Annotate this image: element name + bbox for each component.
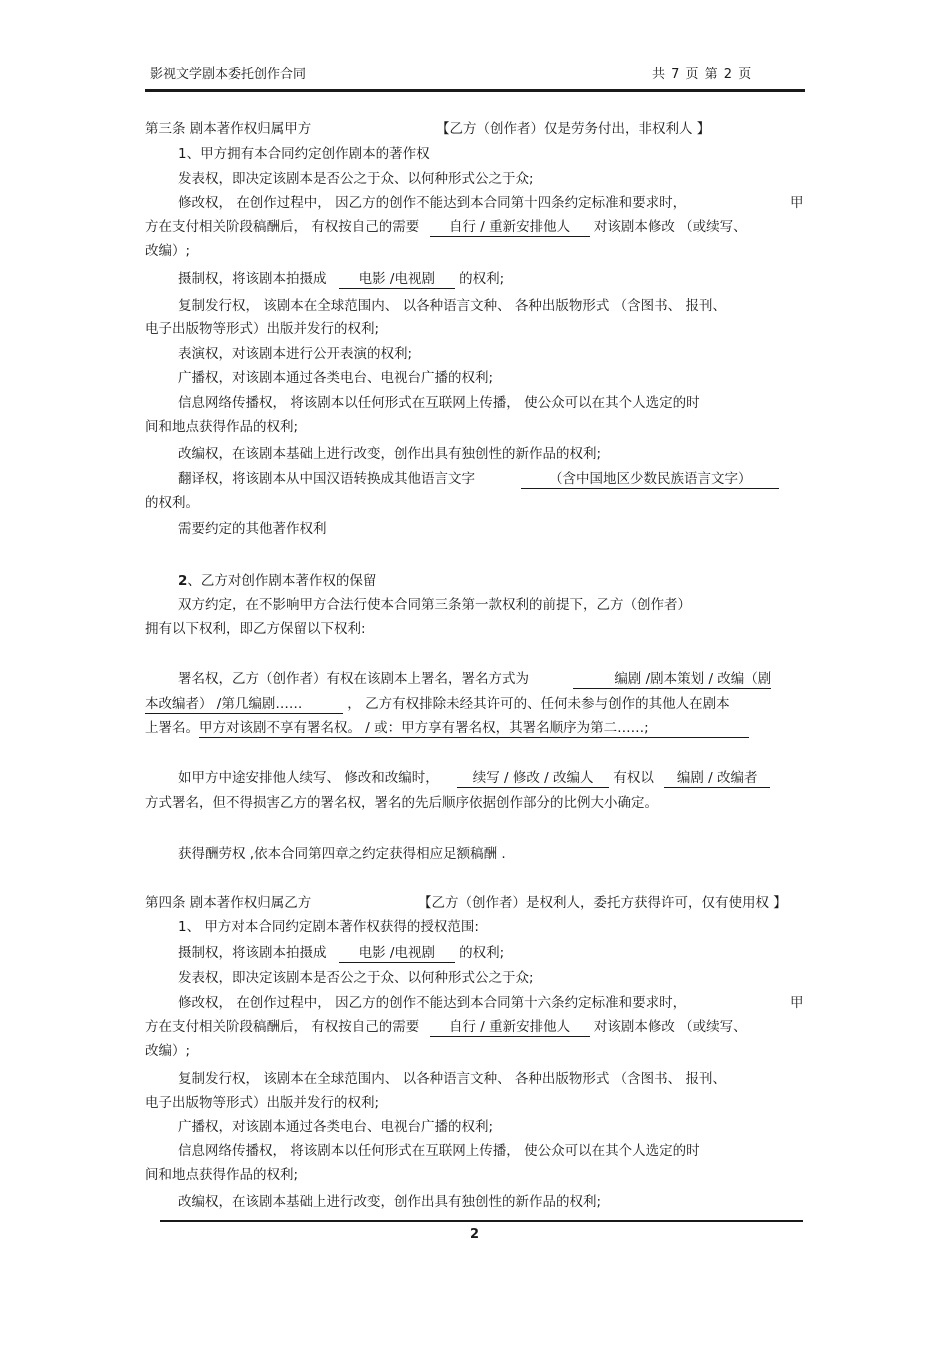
article-4-adapt-right: 改编权，在该剧本基础上进行改变，创作出具有独创性的新作品的权利;: [178, 1194, 602, 1210]
other-rights: 需要约定的其他著作权利: [178, 521, 327, 537]
section-2-para-line-2: 拥有以下权利，即乙方保留以下权利:: [145, 621, 366, 637]
header-page-info: 共 7 页 第 2 页: [652, 67, 752, 82]
midway-fill-1: 续写 / 修改 / 改编人: [457, 770, 609, 788]
article-4-film-text-b: 的权利;: [459, 945, 505, 961]
film-right: [178, 270, 504, 289]
article-4-publish-right: 发表权，即决定该剧本是否公之于众、以何种形式公之于众;: [178, 970, 534, 986]
article-4-modify-line-3: 改编）;: [145, 1043, 191, 1059]
translate-right-text-a: 翻译权，将该剧本从中国汉语转换成其他语言文字: [178, 471, 475, 487]
film-right-text-b: 的权利;: [459, 271, 505, 287]
section-2-heading: [178, 572, 376, 590]
modify-right-line-1-end: 甲: [790, 195, 804, 211]
article-4-film-fill: 电影 /电视剧: [339, 945, 455, 963]
midway-text-a: 如甲方中途安排他人续写、 修改和改编时，: [178, 770, 439, 786]
signature-right-line-2: [145, 695, 730, 714]
translate-right: [178, 470, 779, 489]
article-4-modify-line-1: 修改权， 在创作过程中， 因乙方的创作不能达到本合同第十六条约定标准和要求时，: [178, 995, 687, 1011]
article-3-title: 第三条 剧本著作权归属甲方: [145, 121, 312, 137]
network-right-line-1: 信息网络传播权， 将该剧本以任何形式在互联网上传播， 使公众可以在其个人选定的时: [178, 395, 700, 411]
section-2-number: 2: [178, 573, 188, 589]
article-4-modify-line-1-end: 甲: [790, 995, 804, 1011]
broadcast-right: 广播权，对该剧本通过各类电台、电视台广播的权利;: [178, 370, 494, 386]
footer-rule: [160, 1220, 803, 1222]
film-right-fill: 电影 /电视剧: [339, 271, 455, 289]
modify-right-fill: 自行 / 重新安排他人: [430, 219, 590, 237]
midway-text-b: 有权以: [613, 770, 654, 786]
translate-right-fill: （含中国地区少数民族语言文字）: [521, 471, 779, 489]
article-4-clause-1-heading: 1、 甲方对本合同约定剧本著作权获得的授权范围:: [178, 919, 479, 935]
copy-right-line-1: 复制发行权， 该剧本在全球范围内、 以各种语言文种、 各种出版物形式 （含图书、 报刊、: [178, 298, 726, 314]
article-4-modify-text-b: 对该剧本修改 （或续写、: [593, 1019, 747, 1035]
modify-right-line-3: 改编）;: [145, 243, 191, 259]
midway-clause-line-2: 方式署名，但不得损害乙方的署名权，署名的先后顺序依据创作部分的比例大小确定。: [145, 795, 658, 811]
header-doc-title: 影视文学剧本委托创作合同: [150, 67, 307, 82]
signature-right-text-b: ， 乙方有权排除未经其许可的、任何未参与创作的其他人在剧本: [347, 696, 730, 712]
modify-right-text-a: 方在支付相关阶段稿酬后， 有权按自己的需要: [145, 219, 420, 235]
page-number: 2: [470, 1227, 480, 1242]
translate-right-end: 的权利。: [145, 495, 199, 511]
adapt-right: 改编权，在该剧本基础上进行改变，创作出具有独创性的新作品的权利;: [178, 446, 602, 462]
article-4-modify-line-2: [145, 1018, 747, 1037]
perform-right: 表演权，对该剧本进行公开表演的权利;: [178, 346, 413, 362]
article-3-clause-1-heading: 1、甲方拥有本合同约定创作剧本的著作权: [178, 146, 430, 162]
article-4-network-line-1: 信息网络传播权， 将该剧本以任何形式在互联网上传播， 使公众可以在其个人选定的时: [178, 1143, 700, 1159]
article-4-note: 【乙方（创作者）是权利人，委托方获得许可，仅有使用权 】: [418, 895, 787, 911]
midway-clause-line-1: [178, 769, 770, 788]
signature-right-line-3: [145, 719, 749, 738]
network-right-line-2: 间和地点获得作品的权利;: [145, 419, 299, 435]
modify-right-text-b: 对该剧本修改 （或续写、: [593, 219, 747, 235]
article-4-broadcast-right: 广播权，对该剧本通过各类电台、电视台广播的权利;: [178, 1119, 494, 1135]
signature-right-fill-2: 本改编者） /第几编剧……: [145, 696, 343, 714]
remuneration-right: 获得酬劳权 ,依本合同第四章之约定获得相应足额稿酬 .: [178, 846, 506, 862]
signature-right-fill-3: 甲方对该剧不享有署名权。 / 或：甲方享有署名权，其署名顺序为第二……;: [199, 720, 749, 738]
article-4-modify-fill: 自行 / 重新安排他人: [430, 1019, 590, 1037]
section-2-para-line-1: 双方约定，在不影响甲方合法行使本合同第三条第一款权利的前提下，乙方（创作者）: [178, 597, 691, 613]
signature-right-line-1: [178, 670, 771, 689]
header-rule: [145, 89, 805, 92]
article-4-title: 第四条 剧本著作权归属乙方: [145, 895, 312, 911]
film-right-text-a: 摄制权，将该剧本拍摄成: [178, 271, 327, 287]
article-4-copy-line-1: 复制发行权， 该剧本在全球范围内、 以各种语言文种、 各种出版物形式 （含图书、 报刊、: [178, 1071, 726, 1087]
article-4-film-right: [178, 944, 504, 963]
article-4-network-line-2: 间和地点获得作品的权利;: [145, 1167, 299, 1183]
article-4-film-text-a: 摄制权，将该剧本拍摄成: [178, 945, 327, 961]
signature-right-fill-1: 编剧 /剧本策划 / 改编（剧: [573, 671, 771, 689]
signature-right-text-c: 上署名。: [145, 720, 199, 736]
signature-right-text-a: 署名权，乙方（创作者）有权在该剧本上署名，署名方式为: [178, 671, 529, 687]
modify-right-line-1: 修改权， 在创作过程中， 因乙方的创作不能达到本合同第十四条约定标准和要求时，: [178, 195, 687, 211]
modify-right-line-2: [145, 218, 747, 237]
article-4-modify-text-a: 方在支付相关阶段稿酬后， 有权按自己的需要: [145, 1019, 420, 1035]
copy-right-line-2: 电子出版物等形式）出版并发行的权利;: [145, 321, 380, 337]
section-2-heading-text: 、乙方对创作剧本著作权的保留: [187, 573, 377, 589]
article-3-note: 【乙方（创作者）仅是劳务付出，非权利人 】: [436, 121, 711, 137]
article-4-copy-line-2: 电子出版物等形式）出版并发行的权利;: [145, 1095, 380, 1111]
midway-fill-2: 编剧 / 改编者: [664, 770, 770, 788]
publish-right: 发表权，即决定该剧本是否公之于众、以何种形式公之于众;: [178, 171, 534, 187]
